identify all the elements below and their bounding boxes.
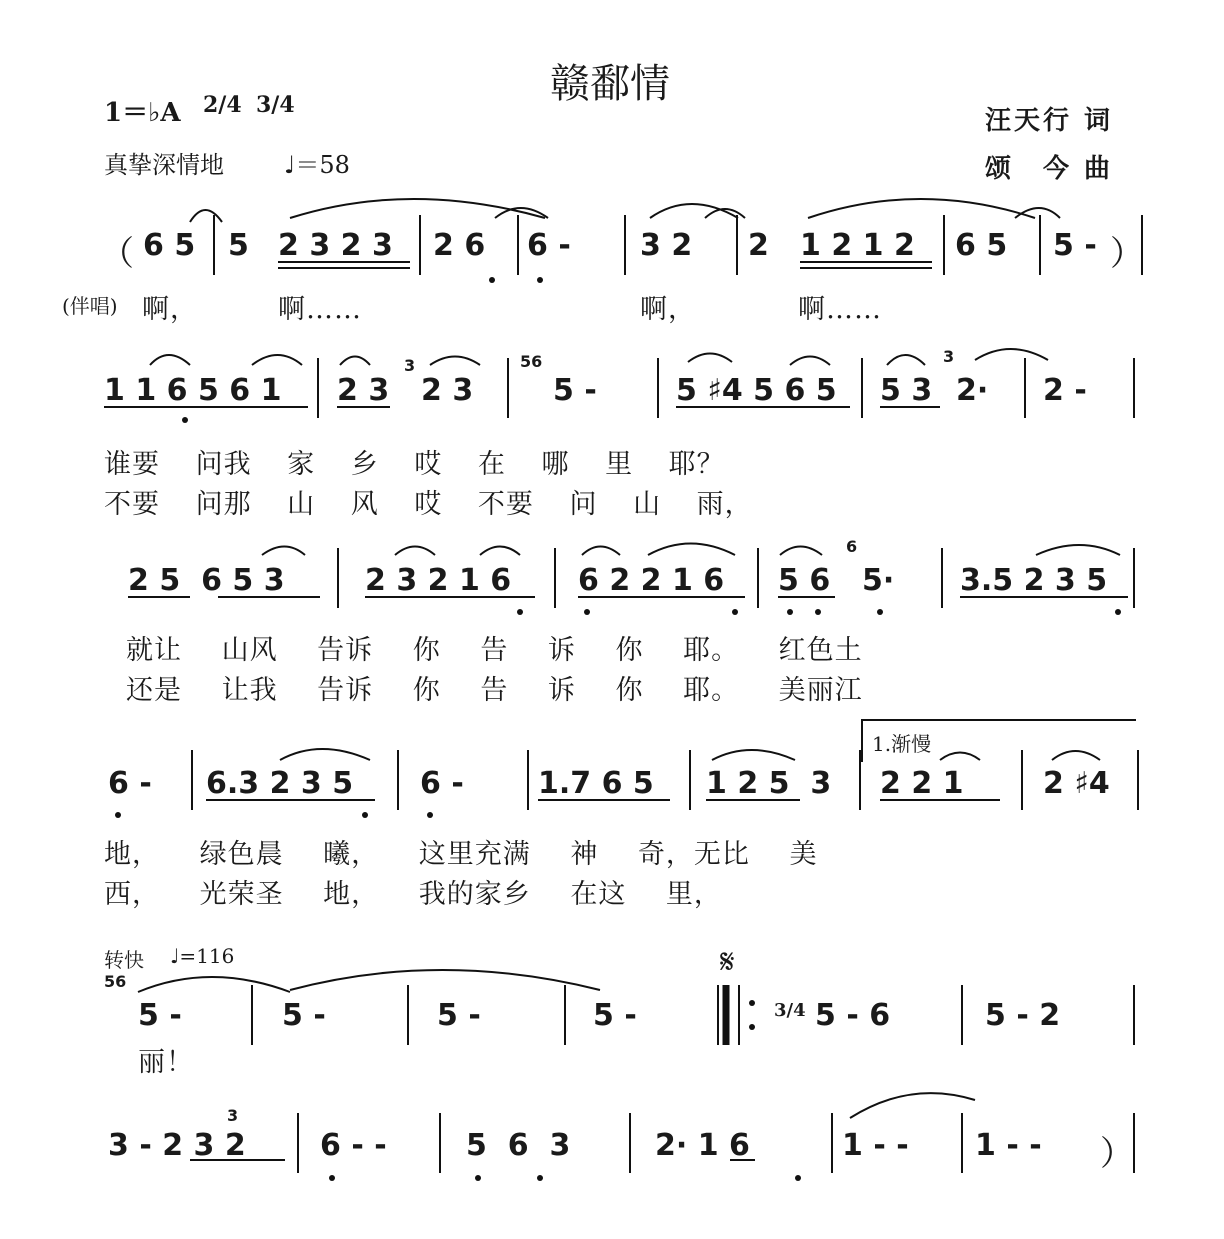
- triplet-mark: 3: [227, 1106, 239, 1125]
- lyric: 丽！: [138, 1047, 194, 1078]
- measure: 6 -: [108, 766, 152, 801]
- measure: 5 3: [880, 373, 933, 408]
- composer-credit: 颂 今 曲: [985, 154, 1114, 184]
- measure: 6 -: [420, 766, 464, 801]
- lyric-verse-2: 西， 光荣圣 地， 我的家乡 在这 里，: [104, 879, 722, 910]
- measure: 3.5 2 3 5: [960, 563, 1108, 598]
- lyric-verse-1: 谁要 问我 家 乡 哎 在 哪 里 耶？: [104, 449, 725, 480]
- time-signature-2: 3/4: [256, 92, 295, 118]
- lyric: 啊……: [798, 294, 882, 325]
- grace-note: 3: [404, 356, 416, 375]
- measure: 5 ♯4 5 6 5: [676, 373, 837, 408]
- measure: 6 5: [143, 228, 196, 263]
- chorus-label: (伴唱): [62, 294, 118, 318]
- lyric-verse-2: 不要 问那 山 风 哎 不要 问 山 雨，: [104, 489, 753, 520]
- measure: 2 -: [1043, 373, 1087, 408]
- measure: 5 -: [593, 998, 637, 1033]
- key-signature: 1＝♭A: [104, 98, 181, 128]
- open-paren: （: [100, 234, 134, 274]
- tempo-mark: ♩＝58: [284, 151, 350, 179]
- measure: 6 -: [527, 228, 571, 263]
- measure: 6 2 2 1 6: [578, 563, 725, 598]
- measure: 5 - 2: [985, 998, 1061, 1033]
- segno-sign: 𝄋: [720, 942, 735, 982]
- time-signature-1: 2/4: [203, 92, 242, 118]
- measure: 5 6 3: [466, 1128, 571, 1163]
- repeat-bar: [726, 985, 755, 1045]
- measure: 6 5: [955, 228, 1008, 263]
- lyric: 啊，: [142, 294, 198, 325]
- lyric: 啊……: [278, 294, 362, 325]
- measure: 1 - -: [975, 1128, 1042, 1163]
- measure: 2 3 2 3: [278, 228, 393, 263]
- lyric-verse-2: 还是 让我 告诉 你 告 诉 你 耶。 美丽江: [126, 675, 863, 706]
- measure: 1 - -: [842, 1128, 909, 1163]
- measure: 5 -: [282, 998, 326, 1033]
- measure: 2 3 2 1 6: [365, 563, 512, 598]
- measure: 2·: [956, 373, 989, 408]
- measure: 1 1 6 5 6 1: [104, 373, 282, 408]
- expression-mark: 真挚深情地: [104, 151, 224, 179]
- measure: 2· 1 6: [655, 1128, 750, 1163]
- lyricist-credit: 汪天行 词: [985, 106, 1114, 136]
- volta-label: 1.渐慢: [872, 732, 932, 756]
- lyric-verse-1: 地， 绿色晨 曦， 这里充满 神 奇，无比 美: [104, 839, 818, 870]
- lyric-verse-1: 就让 山风 告诉 你 告 诉 你 耶。 红色土: [126, 635, 863, 666]
- close-paren: ）: [1110, 234, 1144, 274]
- grace-note: 56: [520, 352, 543, 371]
- measure: 2 ♯4: [1043, 766, 1110, 801]
- song-title: 赣鄱情: [550, 61, 670, 107]
- tempo-mark-fast: ♩=116: [170, 944, 235, 968]
- measure: 5 -: [437, 998, 481, 1033]
- measure: 2: [748, 228, 769, 263]
- measure: 5 -: [138, 998, 182, 1033]
- measure: 2 3: [337, 373, 390, 408]
- grace-note: 3: [943, 347, 955, 366]
- measure: 2 6: [433, 228, 486, 263]
- measure: 2 5 6 5 3: [128, 563, 285, 598]
- measure: 5 -: [1053, 228, 1097, 263]
- grace-note: 56: [104, 972, 127, 991]
- measure: 6 - -: [320, 1128, 387, 1163]
- tempo-change: 转快: [104, 948, 144, 972]
- grace-note: 6: [846, 537, 858, 556]
- time-signature: 3/4: [774, 1000, 806, 1021]
- octave-dots: [115, 277, 1121, 1181]
- measure: 1 2 1 2: [800, 228, 915, 263]
- measure: 3 - 2 3 2: [108, 1128, 246, 1163]
- measure: 5·: [862, 563, 895, 598]
- measure: 5 6: [778, 563, 831, 598]
- measure: 5: [228, 228, 249, 263]
- measure: 2 2 1: [880, 766, 964, 801]
- measure: 6.3 2 3 5: [206, 766, 354, 801]
- measure: 5 - 6: [815, 998, 891, 1033]
- measure: 5 -: [553, 373, 597, 408]
- measure: 2 3: [421, 373, 474, 408]
- lyric: 啊，: [640, 294, 696, 325]
- measure: 1 2 5 3: [706, 766, 832, 801]
- measure: 1.7 6 5: [538, 766, 654, 801]
- close-paren: ）: [1100, 1134, 1134, 1174]
- measure: 3 2: [640, 228, 693, 263]
